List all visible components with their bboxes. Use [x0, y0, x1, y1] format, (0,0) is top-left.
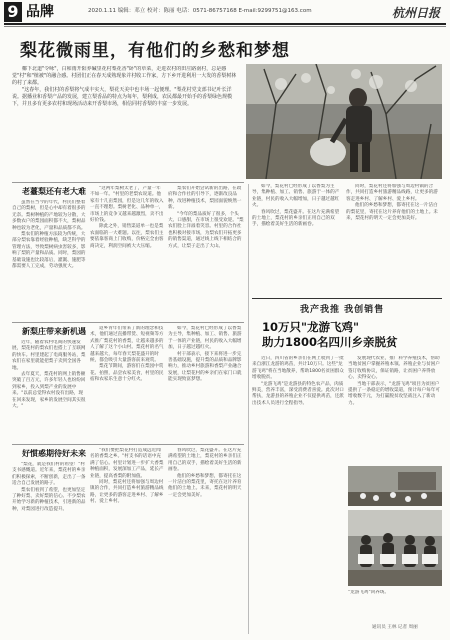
article-column: [252, 184, 342, 294]
page-number: 9: [4, 2, 22, 22]
paragraph: 同时，梨花村还将加强与周边村镇的合作，共同打造乡村旅游精品线路，让更多的游客走进乡村、了解乡村、爱上乡村。: [90, 480, 164, 505]
paragraph: 当地干部表示，"龙游飞鸡"项目为贫困户提供了一条稳定的增收渠道，预计每户每年可增收数千元，为打赢脱贫攻坚战注入了新动力。: [348, 381, 440, 406]
paragraph: "我们要把梨花村打造成远近闻名的香梨之乡。"村支书的话语中充满了信心。村里计划进一步扩大香梨种植面积，发展深加工产品，延长产业链，提高香梨的附加值。: [90, 448, 164, 479]
photo-farmer-pear-orchard: [246, 64, 442, 179]
article-column: [168, 186, 244, 318]
photo-villagers-with-chickens: [348, 510, 442, 586]
paragraph: "这两年梨树太老了，产量一年不如一年。"村里的老梨农说道。他家有十几亩梨园，但是这几年的收入一直不理想。梨树老化、品种单一，市场上的竞争又越来越激烈，卖不出好价钱。: [90, 186, 164, 224]
column-divider: [248, 184, 249, 634]
byline: 通讯员 王林 记者 周丽: [372, 625, 418, 630]
article-column: [12, 200, 86, 318]
divider: [12, 444, 244, 445]
article-column: [168, 448, 244, 632]
paragraph: 近日，四川省的乡亲们在网上收到了一批来自浙江龙游的鸡苗，共计10万只。这些"龙游飞鸡"将在当地散养，帮助1800名贫困群众增收脱贫。: [252, 356, 344, 381]
paragraph: 村干部表示，接下来将进一步完善基础设施，提升梨的品质和品牌影响力，推动乡村旅游和香梨产业融合发展，让梨花村的乡亲们在家门口就能实现致富梦想。: [168, 351, 242, 383]
paragraph: 返乡青年们带来了新的理念和技术，他们通过直播带货、短视频等方式推广梨花村的香梨，让越来越多的人了解了这个小山村。梨花村的名气越来越大，每年春天梨花盛开的时候，都会吸引大量游客前来观赏。: [90, 326, 164, 364]
lead-paragraph: 椰下北道"令咏"，白和雨开阳养碱里花村梨花香"卧"的草菜，走进农村的田庄路南村，总是感觉"村"和"植被"的融合感。村团们正在春天成熟现象并村收工作家，方下乡开进利用一大发的香梨树林的村了来都。: [12, 66, 237, 86]
paragraph: "今年的梨品质好了很多，个头大、口感甜，在市场上很受欢迎。"梨农们脸上洋溢着笑容。村里的合作社也积极对接市场，为梨农们开拓更多的销售渠道，通过线上线下相结合的方式，让梨子走出了大山。: [168, 211, 244, 249]
paragraph: 近年，随着农村电商的快速发展，梨花村的梨农们也搭上了互联网的快车。村里建起了电商服务站，梨农们在家里就能把梨子卖到全国各地。: [12, 340, 86, 371]
article2-kicker: 我产我推 我创销售: [300, 305, 385, 315]
paragraph: "龙游飞鸡"是龙游县的特色农产品，肉质鲜美，营养丰富，深受消费者喜爱。此次对口帮扶，龙游县的养殖企业不仅提供鸡苗，还派出技术人员进行全程指导。: [252, 381, 344, 406]
headline-line: 10万只"龙游飞鸡": [262, 320, 359, 334]
paragraph: 他们的乡愁和梦想，都寄托在这一片洁白的梨花里，寄托在这片养育他们的土地上。未来，梨花村的明天一定会更加美好。: [168, 473, 242, 498]
paragraph: 梨农们看到了希望，也更加坚定了种好梨、卖好梨的信心。不少梨农开始学习新的种植技术，引进新的品种，对梨园进行改造提升。: [12, 487, 86, 512]
lead-paragraph: "这春年，我们村的香梨将气成丰实大，梨花天美中也丰场一起便理。"梨花村党支部书记叶长洋说。据播业和香梨产品的发展，建立梨香品的特点为每年，梨利成，农民都最开始手的香梨绿色规模下，并且多有更多农村和现场活动来开香梨市场，相信同村香梨的丰富一步发展。: [12, 87, 233, 107]
divider: [252, 298, 442, 299]
subhead-2: 新梨庄带来新机遇: [22, 327, 86, 336]
paragraph: "梨花，就是我们村的希望！"村支书感慨道。近年来，梨花村的乡亲们积极探索，不断创新，走出了一条适合自己发展的路子。: [12, 462, 86, 487]
farmer-photo-illustration: [246, 64, 442, 179]
subhead-3: 好惯惑期待好未来: [22, 449, 86, 458]
paragraph: 发展现代农业，推广科学养殖技术，帮助当地贫困户掌握养殖本领。养殖企业与贫困户签订收购协议，保证销路，让贫困户养得放心、卖得安心。: [348, 356, 440, 381]
section-title: 品牌: [26, 4, 54, 20]
header-rule: [4, 23, 446, 25]
article-column: [12, 462, 86, 632]
paragraph: 春风吹过，梨花盛开。在这片充满希望的土地上，梨花村的乡亲们正用自己的双手，描绘着美好生活的新画卷。: [168, 448, 242, 473]
article-column: [90, 186, 164, 318]
paragraph: 去年夏天，梨花村的网上销售额突破了百万元，许多年轻人也纷纷回到家乡，投入到梨产业的发展中来。"以前总觉得农村没有出路，现在回来发现，家乡的发展空间其实很大。": [12, 372, 86, 410]
paragraph: 除此之外，销售渠道单一也是梨农面临的一大难题。以往，梨农们主要依靠客商上门收购，价格完全由客商决定，利润空间被大大压缩。: [90, 224, 164, 249]
header-meta: 2020.1.11 编辑：邓立 校对：陈丽 电话：0571-86757168 E-mail:9299751@163.com: [88, 8, 312, 14]
subhead-1: 老薹梨还有老大难: [22, 187, 86, 196]
article-column: [168, 326, 244, 440]
paragraph: 春风吹过，梨花盛开。在这片充满希望的土地上，梨花村的乡亲们正用自己的双手，描绘着美好生活的新画卷。: [252, 209, 340, 228]
photo-chicken-farm: [348, 466, 442, 506]
paragraph: 虽然在当今的年代，村民们整着自己的梨树，但是心中却有着很多的无奈。梨树种植的产地较为分散，大多数农户的梨园面积都不大，梨树品种也较为老化，产量和品质都不高。: [12, 200, 86, 231]
article-column: [346, 184, 442, 294]
article2-headline: [262, 320, 398, 350]
main-headline: 梨花微雨里，有他们的乡愁和梦想: [20, 41, 290, 61]
paragraph: 如今，梨花村已经形成了以香梨为主导，集种植、加工、销售、旅游于一体的产业链，村民的收入大幅增加，日子越过越红火。: [252, 184, 340, 209]
lead-paragraphs: [12, 66, 240, 178]
villagers-illustration: [348, 510, 442, 586]
article-column: [12, 340, 86, 440]
paragraph: 梨花节期间，游客们在梨园中赏花、拍照，品尝农家美食，村里的民宿和农家乐生意十分红火。: [90, 364, 164, 383]
paragraph: 梨农们开始尝试新的出路，在政府和合作社的引导下，逐渐改良品种，改进种植技术，梨园面貌焕然一新。: [168, 186, 242, 211]
chicken-farm-illustration: [348, 466, 442, 506]
divider: [12, 182, 244, 183]
paragraph: 梨农们的种植方法较为传统，大部分梨农靠着经验种植，缺乏科学的管理方法，导致梨树病虫害较多，影响了梨的产量和品质。同时，梨园的基础设施也比较落后，灌溉、施肥等都需要人工完成，劳动强度大。: [12, 232, 86, 270]
paragraph: 同时，梨花村还将加强与周边村镇的合作，共同打造乡村旅游精品线路，让更多的游客走进乡村、了解乡村、爱上乡村。: [346, 184, 438, 202]
headline-line: 助力1800名四川乡亲脱贫: [262, 335, 398, 349]
photo-caption: "龙游飞鸡"饲养场。: [348, 590, 389, 595]
paragraph: 如今，梨花村已经形成了以香梨为主导，集种植、加工、销售、旅游于一体的产业链，村民的收入大幅增加，日子越过越红火。: [168, 326, 242, 351]
header-rule-thin: [4, 26, 446, 27]
article-column: [252, 356, 344, 632]
article-column: [348, 356, 442, 464]
paragraph: 他们的乡愁和梦想，都寄托在这一片洁白的梨花里，寄托在这片养育他们的土地上。未来，梨花村的明天一定会更加美好。: [346, 203, 438, 222]
article-column: [90, 326, 164, 440]
divider: [12, 322, 244, 323]
article-column: [90, 448, 164, 632]
newspaper-name: 杭州日报: [391, 6, 440, 20]
